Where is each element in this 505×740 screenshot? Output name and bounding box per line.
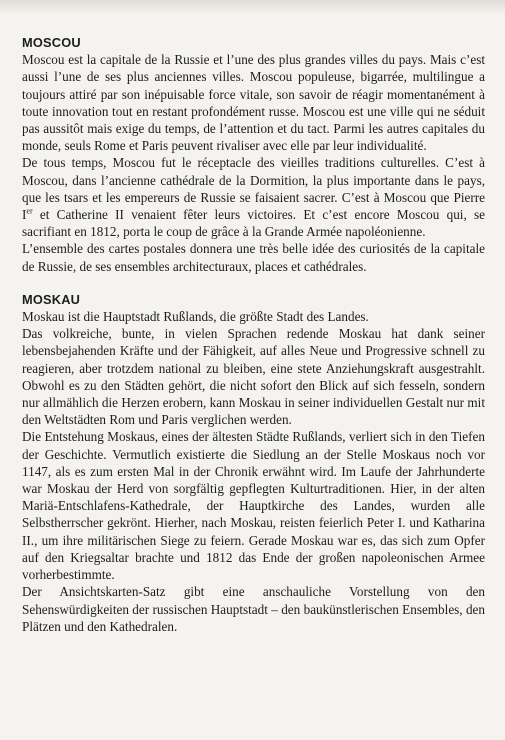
paragraph bbox=[22, 154, 485, 240]
section-heading-moskau: MOSKAU bbox=[22, 291, 81, 307]
superscript: er bbox=[26, 206, 33, 216]
paragraph: Die Entstehung Moskaus, eines der ältesten Städte Rußlands, verliert sich in den Tiefen der Geschichte. Vermutlich existierte die Siedlung an der Stelle Moskaus noch vor 1147, als es zum ersten Mal in der Chronik erwähnt wird. Im Laufe der Jahrhunderte war Moskau der Herd von sorgfältig gepflegten Kulturtraditionen. Hier, in der alten Mariä-Entschlafens-Kathedrale, der Hauptkirche des Landes, wurden alle Selbstherrscher gekrönt. Hierher, nach Moskau, reisten feierlich Peter I. und Katharina II., um ihre militärischen Siege zu feiern. Gerade Moskau war es, das sich zum Opfer auf den Kriegsaltar brachte und 1812 das Ende der großen napoleonischen Armee vorherbestimmte. bbox=[22, 429, 485, 583]
document-body bbox=[22, 34, 485, 635]
paragraph: Moscou est la capitale de la Russie et l’une des plus grandes villes du pays. Mais c’est aussi l’une de ses plus anciennes villes. Moscou populeuse, bigarrée, multilingue a toujours attiré par son inépuisable force vitale, son savoir de réagir momentanément à toute innovation tout en restant profondément russe. Moscou est une ville qui ne séduit pas aussitôt mais exige du temps, de l’attention et du tact. Parmi les autres capitales du monde, seuls Rome et Paris peuvent rivaliser avec elle par leur individualité. bbox=[22, 52, 485, 154]
section-heading-moscou: MOSCOU bbox=[22, 35, 81, 50]
french-section bbox=[22, 34, 485, 275]
german-section bbox=[22, 291, 485, 635]
section-gap bbox=[22, 275, 485, 291]
paragraph: Der Ansichtskarten-Satz gibt eine anschauliche Vorstellung von den Sehenswürdigkeiten der russischen Hauptstadt – den baukünstlerischen Ensembles, den Plätzen und den Kathedralen. bbox=[22, 584, 485, 634]
paragraph: Das volkreiche, bunte, in vielen Sprachen redende Moskau hat dank seiner lebensbejahenden Kräfte und der Fähigkeit, auf alles Neue und Progressive schnell zu reagieren, aber trotzdem national zu bleiben, eine stete Anziehungskraft ausgestrahlt. Obwohl es zu den Städten gehört, die nicht sofort den Blick auf sich fesseln, sondern nur allmählich die Herzen erobern, kann Moskau in seiner individuellen Gestalt nur mit den Weltstädten Rom und Paris verglichen werden. bbox=[22, 326, 485, 428]
paragraph: Moskau ist die Hauptstadt Rußlands, die größte Stadt des Landes. bbox=[22, 309, 369, 325]
top-edge-shadow bbox=[0, 0, 505, 14]
text-run: et Catherine II venaient fêter leurs victoires. Et c’est encore Moscou qui, se sacrifiant en 1812, porta le coup de grâce à la Grande Armée napoléonienne. bbox=[22, 207, 485, 240]
text-run: De tous temps, Moscou fut le réceptacle des vieilles traditions culturelles. C’est à Moscou, dans l’ancienne cathédrale de la Dormition, la plus importante dans le pays, que les tsars et les empereurs de Russie se faisaient sacrer. C’est à Moscou que Pierre I bbox=[22, 155, 485, 223]
paragraph: L’ensemble des cartes postales donnera une très belle idée des curiosités de la capitale de Russie, de ses ensembles architecturaux, places et cathédrales. bbox=[22, 241, 485, 274]
